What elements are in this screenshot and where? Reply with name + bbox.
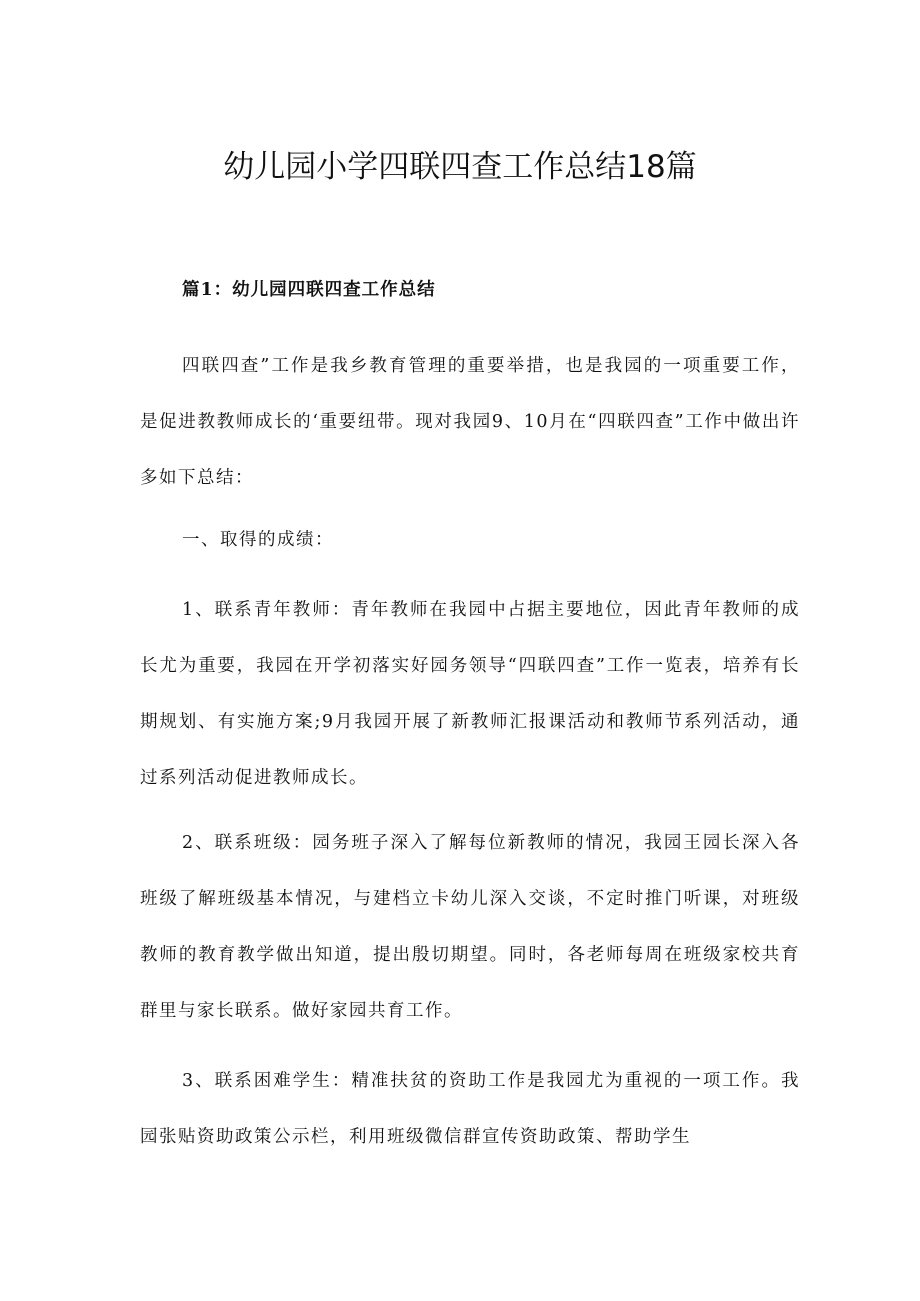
document-title: 幼儿园小学四联四查工作总结18篇 [223,149,697,185]
section-heading: 篇1：幼儿园四联四查工作总结 [182,280,436,300]
paragraph-achievements-heading: 一、取得的成绩： [182,530,334,550]
paragraph-classes: 2、联系班级：园务班子深入了解每位新教师的情况，我园王园长深入各班级了解班级基本情况，与建档立卡幼儿深入交谈，不定时推门听课，对班级教师的教育教学做出知道，提出殷切期望。同时，各老师每周在班级家校共育群里与家长联系。做好家园共育工作。 [140,833,800,1021]
paragraph-needy-students: 3、联系困难学生：精准扶贫的资助工作是我园尤为重视的一项工作。我园张贴资助政策公示栏，利用班级微信群宣传资助政策、帮助学生 [140,1071,800,1147]
paragraph-young-teachers: 1、联系青年教师：青年教师在我园中占据主要地位，因此青年教师的成长尤为重要，我园在开学初落实好园务领导“四联四查”工作一览表，培养有长期规划、有实施方案;9月我园开展了新教师汇报课活动和教师节系列活动，通过系列活动促进教师成长。 [140,600,800,788]
paragraph-intro: 四联四查”工作是我乡教育管理的重要举措，也是我园的一项重要工作，是促进教教师成长的‘重要纽带。现对我园9、10月在“四联四查”工作中做出许多如下总结： [140,356,800,488]
